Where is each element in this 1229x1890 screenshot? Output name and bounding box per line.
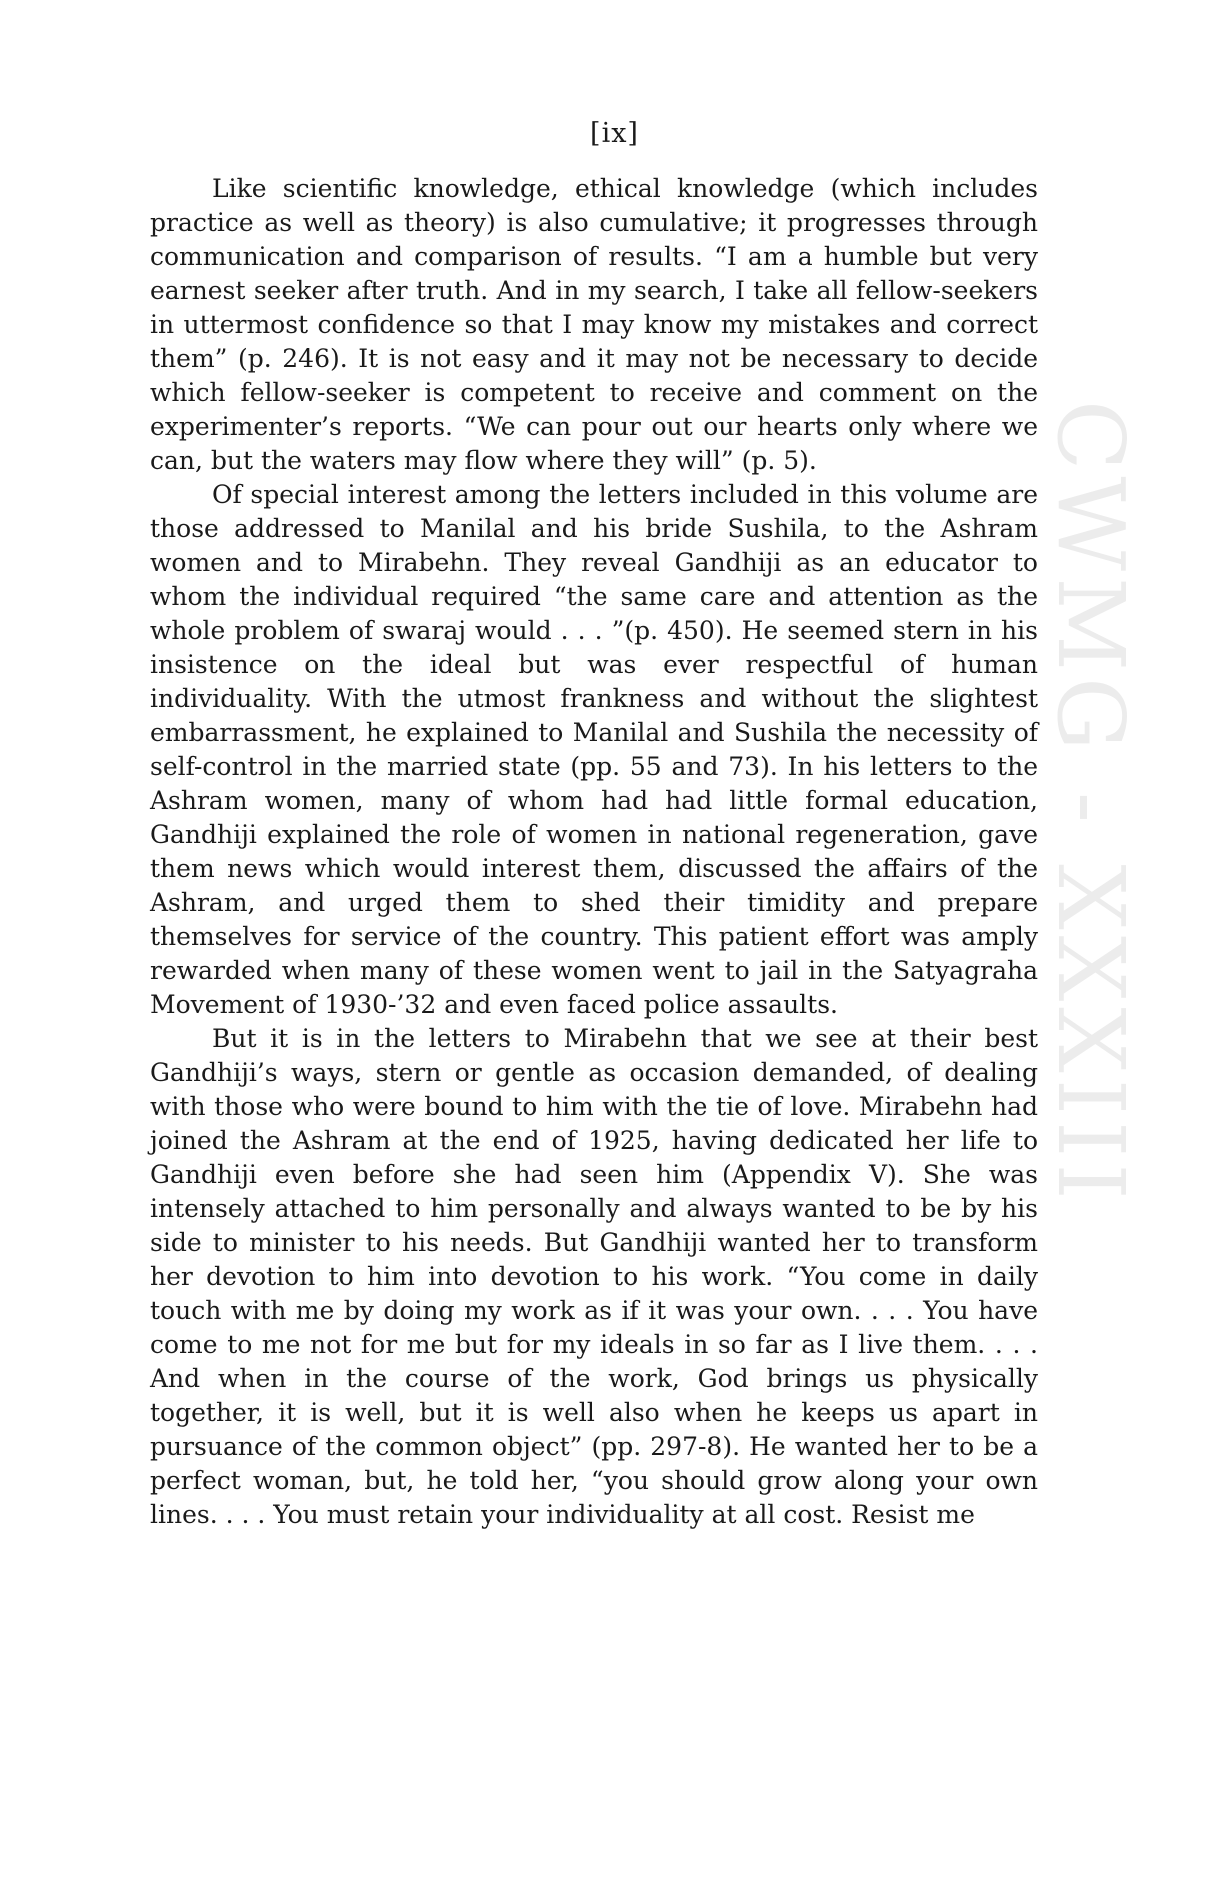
paragraph-1: Like scientific knowledge, ethical knowledge (which includes practice as well as theory) is also cumulative; it progresses through communication and comparison of results. “I am a humble but very earnest seeker after truth. And in my search, I take all fellow-seekers in uttermost confidence so that I may know my mistakes and correct them” (p. 246). It is not easy and it may not be necessary to decide which fellow-seeker is competent to receive and comment on the experimenter’s reports. “We can pour out our hearts only where we can, but the waters may flow where they will” (p. 5). <box>150 174 1038 475</box>
page-number: [ix] <box>590 118 639 149</box>
paragraph-3: But it is in the letters to Mirabehn that we see at their best Gandhiji’s ways, stern or gentle as occasion demanded, of dealing with those who were bound to him with the tie of love. Mirabehn had joined the Ashram at the end of 1925, having dedicated her life to Gandhiji even before she had seen him (Appendix V). She was intensely attached to him personally and always wanted to be by his side to minister to his needs. But Gandhiji wanted her to transform her devotion to him into devotion to his work. “You come in daily touch with me by doing my work as if it was your own. . . . You have come to me not for me but for my ideals in so far as I live them. . . . And when in the course of the work, God brings us physically together, it is well, but it is well also when he keeps us apart in pursuance of the common object” (pp. 297-8). He wanted her to be a perfect woman, but, he told her, “you should grow along your own lines. . . . You must retain your individuality at all cost. Resist me <box>150 1024 1038 1529</box>
paragraph-2: Of special interest among the letters included in this volume are those addressed to Manilal and his bride Sushila, to the Ashram women and to Mirabehn. They reveal Gandhiji as an educator to whom the individual required “the same care and attention as the whole problem of swaraj would . . . ”(p. 450). He seemed stern in his insistence on the ideal but was ever respectful of human individuality. With the utmost frankness and without the slightest embarrassment, he explained to Manilal and Sushila the necessity of self-control in the married state (pp. 55 and 73). In his letters to the Ashram women, many of whom had had little formal education, Gandhiji explained the role of women in national regeneration, gave them news which would interest them, discussed the affairs of the Ashram, and urged them to shed their timidity and prepare themselves for service of the country. This patient effort was amply rewarded when many of these women went to jail in the Satyagraha Movement of 1930-’32 and even faced police assaults. <box>150 480 1038 1019</box>
body-text <box>150 172 1038 1532</box>
watermark: CWMG - XXXIII <box>1037 400 1144 1206</box>
